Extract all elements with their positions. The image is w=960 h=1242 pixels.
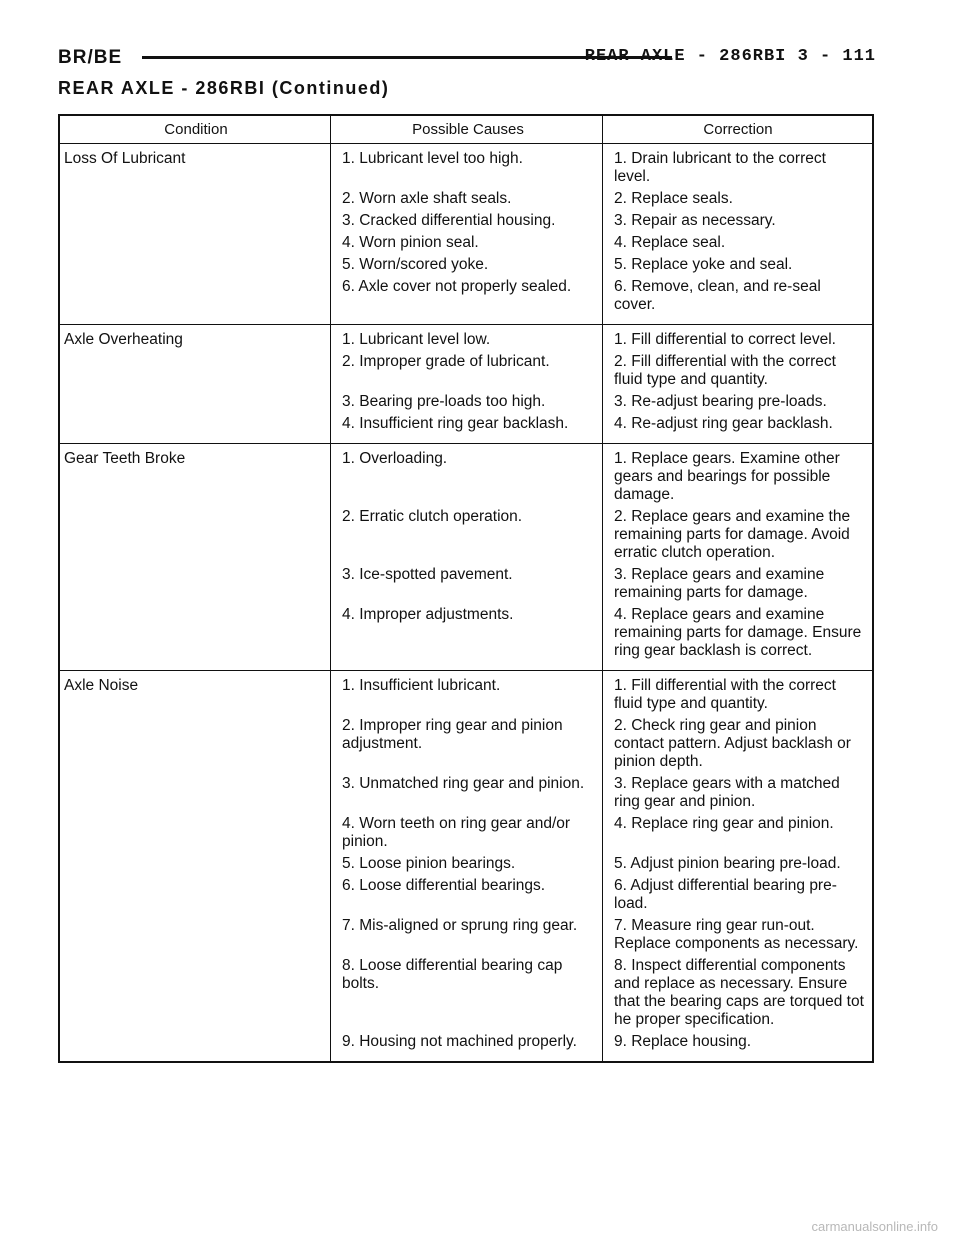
table-row [60, 212, 872, 230]
cause-cell: 2. Improper grade of lubricant. [342, 353, 550, 370]
table-row [60, 415, 872, 433]
table-row [60, 393, 872, 411]
table-row [60, 234, 872, 252]
correction-cell: 1. Drain lubricant to the correct level. [614, 150, 826, 185]
correction-cell: 1. Fill differential with the correct fluid type and quantity. [614, 677, 836, 712]
correction-cell: 2. Check ring gear and pinion contact pattern. Adjust backlash or pinion depth. [614, 717, 851, 770]
table-row [60, 855, 872, 873]
column-header-correction: Correction [703, 121, 773, 138]
correction-cell: 7. Measure ring gear run-out. Replace components as necessary. [614, 917, 859, 952]
condition-cell [60, 278, 332, 314]
condition-cell [60, 717, 332, 771]
table-header [60, 116, 872, 144]
table-row [60, 256, 872, 274]
cause-cell: 4. Improper adjustments. [342, 606, 514, 623]
correction-cell: 2. Replace seals. [614, 190, 733, 207]
correction-cell: 4. Re-adjust ring gear backlash. [614, 415, 833, 432]
cause-cell: 1. Lubricant level low. [342, 331, 491, 348]
correction-cell: 8. Inspect differential components and replace as necessary. Ensure that the bearing caps are torqued tot he proper specification. [614, 957, 864, 1028]
table-row [60, 450, 872, 504]
condition-cell [60, 815, 332, 851]
cause-cell: 4. Insufficient ring gear backlash. [342, 415, 569, 432]
correction-cell: 5. Adjust pinion bearing pre-load. [614, 855, 841, 872]
condition-cell [60, 917, 332, 953]
cause-cell: 9. Housing not machined properly. [342, 1033, 577, 1050]
condition-cell: Loss Of Lubricant [64, 150, 186, 167]
page-header [58, 47, 876, 71]
cause-cell: 4. Worn teeth on ring gear and/or pinion. [342, 815, 571, 850]
correction-cell: 1. Fill differential to correct level. [614, 331, 836, 348]
correction-cell: 3. Replace gears and examine remaining parts for damage. [614, 566, 825, 601]
column-divider [330, 116, 331, 1061]
section-subtitle: REAR AXLE - 286RBI (Continued) [58, 78, 390, 98]
column-header-condition: Condition [164, 121, 228, 138]
correction-cell: 4. Replace seal. [614, 234, 726, 251]
table-row [60, 957, 872, 1029]
condition-group [60, 444, 872, 671]
cause-cell: 3. Cracked differential housing. [342, 212, 556, 229]
condition-cell [60, 1033, 332, 1051]
table-row [60, 677, 872, 713]
table-row [60, 815, 872, 851]
cause-cell: 7. Mis-aligned or sprung ring gear. [342, 917, 578, 934]
table-row [60, 353, 872, 389]
table-row [60, 331, 872, 349]
correction-cell: 6. Adjust differential bearing pre-load. [614, 877, 837, 912]
cause-cell: 1. Lubricant level too high. [342, 150, 523, 167]
table-row [60, 278, 872, 314]
table-row [60, 877, 872, 913]
cause-cell: 3. Bearing pre-loads too high. [342, 393, 546, 410]
cause-cell: 4. Worn pinion seal. [342, 234, 479, 251]
cause-cell: 3. Ice-spotted pavement. [342, 566, 513, 583]
condition-cell [60, 415, 332, 433]
condition-cell [60, 566, 332, 602]
condition-group [60, 325, 872, 444]
cause-cell: 8. Loose differential bearing cap bolts. [342, 957, 563, 992]
cause-cell: 1. Insufficient lubricant. [342, 677, 501, 694]
cause-cell: 6. Loose differential bearings. [342, 877, 546, 894]
table-row [60, 566, 872, 602]
condition-cell [60, 508, 332, 562]
table-row [60, 606, 872, 660]
correction-cell: 5. Replace yoke and seal. [614, 256, 793, 273]
diagnosis-table [58, 114, 874, 1063]
correction-cell: 9. Replace housing. [614, 1033, 752, 1050]
condition-group [60, 671, 872, 1061]
correction-cell: 1. Replace gears. Examine other gears and bearings for possible damage. [614, 450, 840, 503]
column-divider [602, 116, 603, 1061]
correction-cell: 2. Replace gears and examine the remaining parts for damage. Avoid erratic clutch operation. [614, 508, 851, 561]
header-section-page: REAR AXLE - 286RBI 3 - 111 [584, 47, 876, 66]
condition-cell: Axle Overheating [64, 331, 183, 348]
table-row [60, 150, 872, 186]
condition-cell: Axle Noise [64, 677, 139, 694]
condition-cell [60, 775, 332, 811]
cause-cell: 6. Axle cover not properly sealed. [342, 278, 572, 295]
correction-cell: 4. Replace gears and examine remaining parts for damage. Ensure ring gear backlash is correct. [614, 606, 862, 659]
cause-cell: 2. Improper ring gear and pinion adjustment. [342, 717, 563, 752]
condition-cell [60, 606, 332, 660]
table-row [60, 775, 872, 811]
correction-cell: 3. Re-adjust bearing pre-loads. [614, 393, 827, 410]
correction-cell: 2. Fill differential with the correct fluid type and quantity. [614, 353, 836, 388]
watermark: carmanualsonline.info [811, 1219, 938, 1234]
condition-cell: Gear Teeth Broke [64, 450, 186, 467]
table-row [60, 1033, 872, 1051]
cause-cell: 1. Overloading. [342, 450, 448, 467]
condition-cell [60, 855, 332, 873]
condition-cell [60, 353, 332, 389]
table-body [60, 144, 872, 1061]
correction-cell: 3. Repair as necessary. [614, 212, 776, 229]
condition-cell [60, 877, 332, 913]
table-row [60, 190, 872, 208]
table-row [60, 508, 872, 562]
cause-cell: 2. Erratic clutch operation. [342, 508, 523, 525]
condition-cell [60, 190, 332, 208]
condition-group [60, 144, 872, 325]
condition-cell [60, 212, 332, 230]
table-row [60, 717, 872, 771]
header-model: BR/BE [58, 47, 123, 68]
condition-cell [60, 234, 332, 252]
condition-cell [60, 256, 332, 274]
table-row [60, 917, 872, 953]
cause-cell: 5. Loose pinion bearings. [342, 855, 516, 872]
correction-cell: 6. Remove, clean, and re-seal cover. [614, 278, 821, 313]
condition-cell [60, 393, 332, 411]
condition-cell [60, 957, 332, 1029]
cause-cell: 3. Unmatched ring gear and pinion. [342, 775, 585, 792]
cause-cell: 2. Worn axle shaft seals. [342, 190, 512, 207]
cause-cell: 5. Worn/scored yoke. [342, 256, 489, 273]
correction-cell: 4. Replace ring gear and pinion. [614, 815, 834, 832]
column-header-causes: Possible Causes [412, 121, 524, 138]
correction-cell: 3. Replace gears with a matched ring gear and pinion. [614, 775, 840, 810]
